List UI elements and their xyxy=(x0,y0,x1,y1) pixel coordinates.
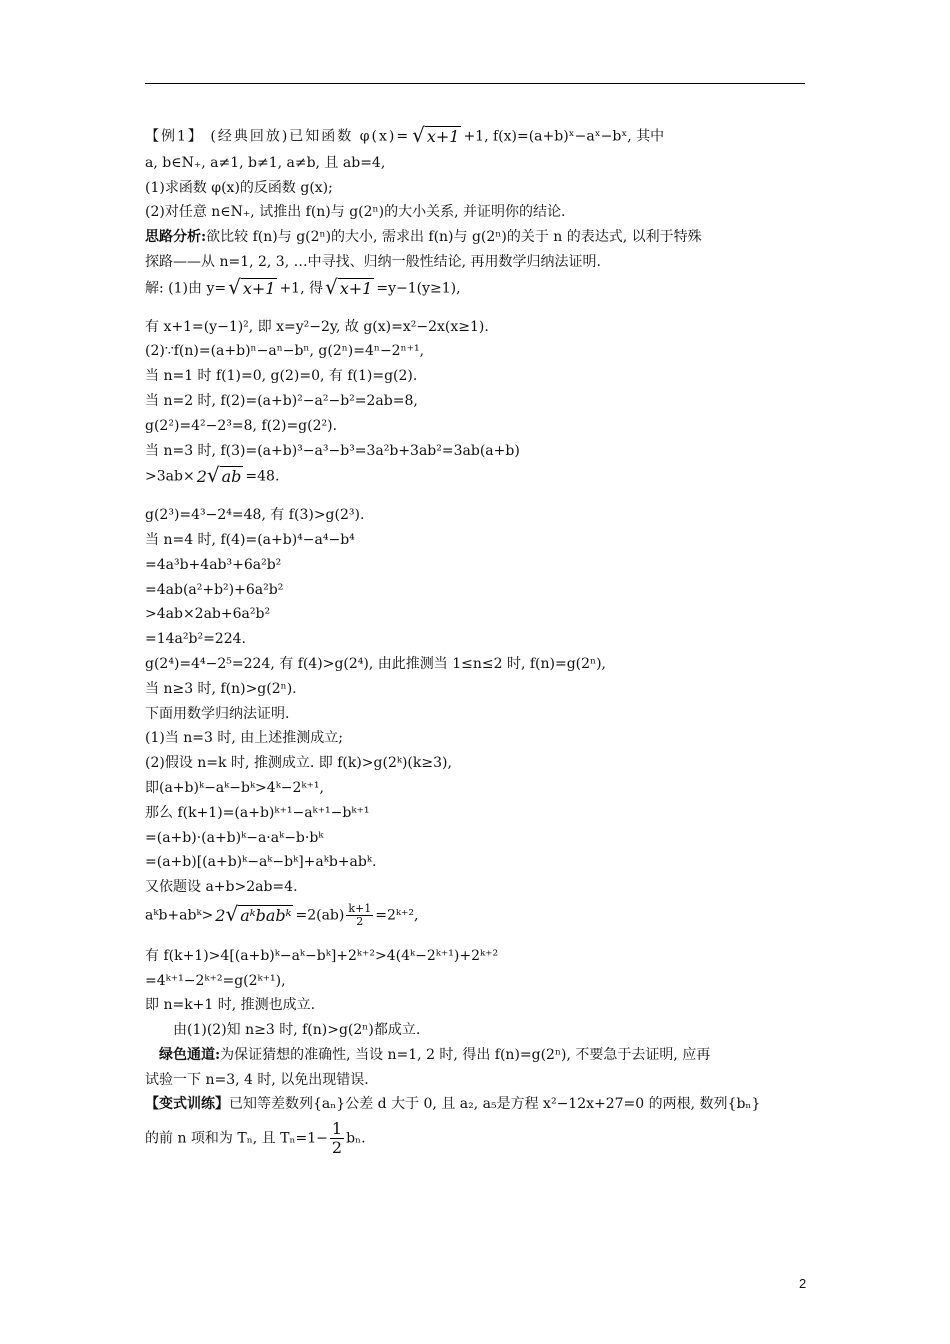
case-n3-g: g(2³)=4³−2⁴=48, 有 f(3)>g(2³). xyxy=(145,507,365,524)
case-n1: 当 n=1 时 f(1)=0, g(2)=0, 有 f(1)=g(2). xyxy=(145,368,418,385)
two-sqrt-ab: 2√ ab xyxy=(196,463,242,488)
case-n2-g: g(2²)=4²−2³=8, f(2)=g(2²). xyxy=(145,417,338,434)
green-channel: 绿色通道:为保证猜想的准确性, 当设 n=1, 2 时, 得出 f(n)=g(2ⁿ), 不要急于去证明, 应再 xyxy=(159,1046,711,1063)
question-1: (1)求函数 φ(x)的反函数 g(x); xyxy=(145,179,333,196)
case-n4-step4: =14a²b²=224. xyxy=(145,631,246,648)
induction-restate: 即(a+b)ᵏ−aᵏ−bᵏ>4ᵏ−2ᵏ⁺¹, xyxy=(145,779,324,796)
page-number: 2 xyxy=(799,1276,807,1291)
variant-training: 【变式训练】已知等差数列{aₙ}公差 d 大于 0, 且 a₂, a₅是方程 x²−12x+27=0 的两根, 数列{bₙ} xyxy=(145,1096,761,1113)
induction-ineq: 有 f(k+1)>4[(a+b)ᵏ−aᵏ−bᵏ]+2ᵏ⁺²>4(4ᵏ−2ᵏ⁺¹)+2ᵏ⁺² xyxy=(145,947,499,964)
conjecture-2: 当 n≥3 时, f(n)>g(2ⁿ). xyxy=(145,680,297,697)
case-n4-step2: =4ab(a²+b²)+6a²b² xyxy=(145,581,284,598)
induction-base: (1)当 n=3 时, 由上述推测成立; xyxy=(145,730,344,747)
induction-step2: =(a+b)·(a+b)ᵏ−a·aᵏ−b·bᵏ xyxy=(145,829,324,846)
induction-result: =4ᵏ⁺¹−2ᵏ⁺²=g(2ᵏ⁺¹), xyxy=(145,972,286,989)
case-n4-step3: >4ab×2ab+6a²b² xyxy=(145,606,271,623)
top-rule xyxy=(145,83,805,84)
green-channel-2: 试验一下 n=3, 4 时, 以免出现错误. xyxy=(145,1071,369,1088)
induction-intro: 下面用数学归纳法证明. xyxy=(145,705,290,722)
solution-start: 解: (1)由 y= √ x+1 +1, 得 √ x+1 =y−1(y≥1), xyxy=(145,274,461,299)
case-n3-ineq: >3ab× 2√ ab =48. xyxy=(145,463,280,488)
induction-step3: =(a+b)[(a+b)ᵏ−aᵏ−bᵏ]+aᵏb+abᵏ. xyxy=(145,854,377,871)
sqrt-x-plus-1-b: √ x+1 xyxy=(228,274,276,299)
sqrt-x-plus-1-c: √ x+1 xyxy=(325,274,373,299)
exponent-fraction: $\frac{k+1}{2}$ xyxy=(348,901,372,928)
analysis-line: 思路分析:欲比较 f(n)与 g(2ⁿ)的大小, 需求出 f(n)与 g(2ⁿ)的关于 n 的表达式, 以利于特殊 xyxy=(145,229,702,246)
sqrt-x-plus-1: √ x+1 xyxy=(412,123,460,147)
question-2: (2)对任意 n∈N₊, 试推出 f(n)与 g(2ⁿ)的大小关系, 并证明你的结论. xyxy=(145,204,566,221)
final-conclusion: 由(1)(2)知 n≥3 时, f(n)>g(2ⁿ)都成立. xyxy=(173,1022,421,1039)
part2-definitions: (2)∵f(n)=(a+b)ⁿ−aⁿ−bⁿ, g(2ⁿ)=4ⁿ−2ⁿ⁺¹, xyxy=(145,343,425,360)
example-1-heading: 【例1】 (经典回放)已知函数 φ(x)= √ x+1 +1, f(x)=(a+b)ˣ−aˣ−bˣ, 其中 xyxy=(145,123,665,147)
given-condition: 又依题设 a+b>2ab=4. xyxy=(145,879,298,896)
induction-hypothesis: (2)假设 n=k 时, 推测成立. 即 f(k)>g(2ᵏ)(k≥3), xyxy=(145,755,452,772)
conjecture: g(2⁴)=4⁴−2⁵=224, 有 f(4)>g(2⁴), 由此推测当 1≤n≤2 时, f(n)=g(2ⁿ), xyxy=(145,655,607,672)
case-n4: 当 n=4 时, f(4)=(a+b)⁴−a⁴−b⁴ xyxy=(145,531,355,548)
conditions-line: a, b∈N₊, a≠1, b≠1, a≠b, 且 ab=4, xyxy=(145,154,386,171)
case-n4-step1: =4a³b+4ab³+6a²b² xyxy=(145,556,282,573)
analysis-line-2: 探路——从 n=1, 2, 3, …中寻找、归纳一般性结论, 再用数学归纳法证明. xyxy=(145,253,601,270)
inverse-function: 有 x+1=(y−1)², 即 x=y²−2y, 故 g(x)=x²−2x(x≥1). xyxy=(145,318,489,335)
one-half-fraction: $\frac{1}{2}$ xyxy=(331,1119,343,1158)
two-sqrt-akbabk: 2√ aᵏbabᵏ xyxy=(215,901,292,926)
induction-step1: 那么 f(k+1)=(a+b)ᵏ⁺¹−aᵏ⁺¹−bᵏ⁺¹ xyxy=(145,804,370,821)
case-n2: 当 n=2 时, f(2)=(a+b)²−a²−b²=2ab=8, xyxy=(145,392,418,409)
induction-conclusion: 即 n=k+1 时, 推测也成立. xyxy=(145,997,316,1014)
variant-training-2: 的前 n 项和为 Tₙ, 且 Tₙ=1− $\frac{1}{2}$ bₙ. xyxy=(145,1119,366,1158)
document-body xyxy=(145,123,807,1164)
am-gm-line: aᵏb+abᵏ> 2√ aᵏbabᵏ =2(ab) $\frac{k+1}{2}$ =2ᵏ⁺², xyxy=(145,901,419,928)
case-n3: 当 n=3 时, f(3)=(a+b)³−a³−b³=3a²b+3ab²=3ab(a+b) xyxy=(145,442,520,459)
